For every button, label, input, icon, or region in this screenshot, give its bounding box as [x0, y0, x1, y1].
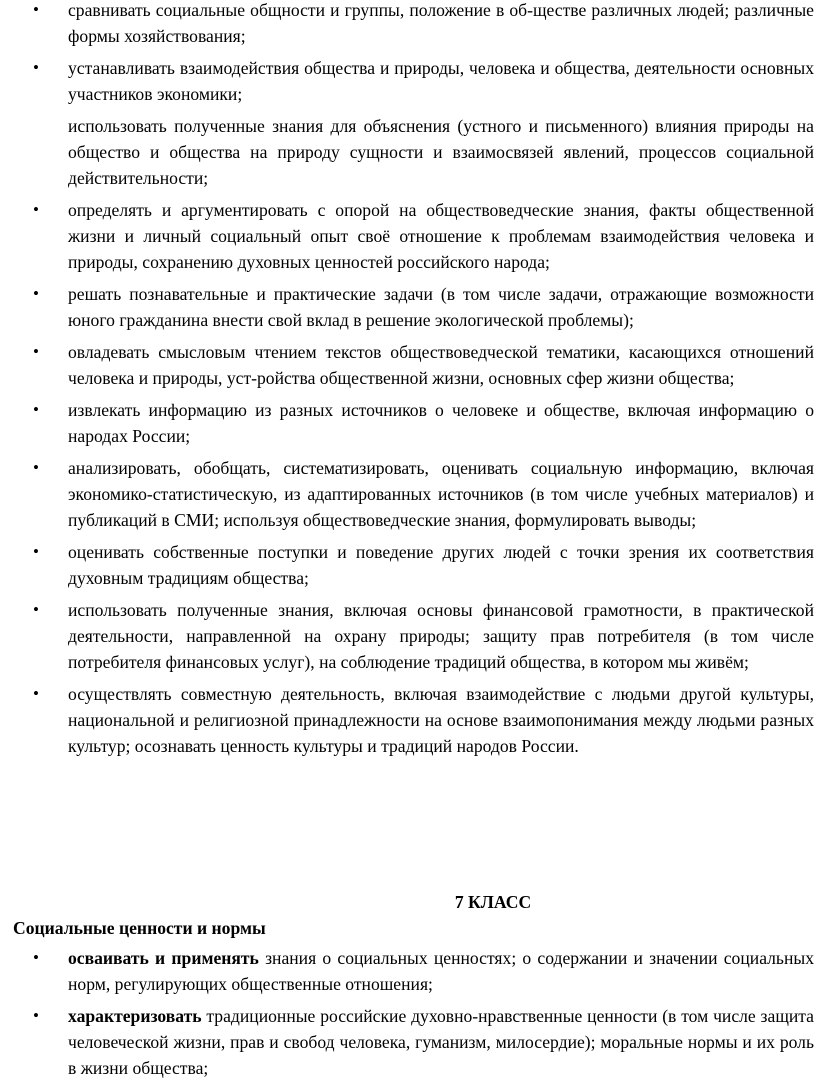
bullet-icon: • [33, 948, 39, 967]
list-item [0, 681, 816, 759]
bullet-icon: • [33, 284, 39, 303]
bullet-icon: • [33, 458, 39, 477]
list-bottom [0, 945, 816, 1081]
list-item-text: традиционные российские духовно-нравственные ценности (в том числе защита человеческой жизни, прав и свобод человека, гуманизм, милосердие); моральные нормы и их роль в жизни общества; [68, 1006, 814, 1078]
list-item-bold-verb: осваивать и применять [68, 948, 259, 968]
bullet-icon: • [33, 200, 39, 219]
list-item-text: устанавливать взаимодействия общества и природы, человека и общества, деятельности основных участников экономики; [68, 58, 814, 104]
list-item [0, 197, 816, 275]
list-item-text: анализировать, обобщать, систематизировать, оценивать социальную информацию, включая экономико-статистическую, из адаптированных источников (в том числе учебных материалов) и публикаций в СМИ; используя обществоведческие знания, формулировать выводы; [68, 458, 814, 530]
indented-paragraph: использовать полученные знания для объяснения (устного и письменного) влияния природы на общество и общества на природу сущности и взаимосвязей явлений, процессов социальной действительности; [68, 116, 814, 188]
bullet-icon: • [33, 0, 39, 19]
list-item [0, 281, 816, 333]
list-item [0, 455, 816, 533]
list-item [0, 0, 816, 49]
list-item-bold-verb: характеризовать [68, 1006, 202, 1026]
list-item-text: сравнивать социальные общности и группы, положение в об-ществе различных людей; различные формы хозяйствования; [68, 0, 814, 46]
list-item-text: осуществлять совместную деятельность, включая взаимодействие с людьми другой культуры, национальной и религиозной принадлежности на основе взаимопонимания между людьми разных культур; осознавать ценность культуры и традиций народов России. [68, 684, 814, 756]
bullet-icon: • [33, 600, 39, 619]
list-item-text: овладевать смысловым чтением текстов обществоведческой тематики, касающихся отношений человека и природы, уст-ройства общественной жизни, основных сфер жизни общества; [68, 342, 814, 388]
list-item [0, 397, 816, 449]
list-item [0, 55, 816, 107]
bullet-icon: • [33, 400, 39, 419]
bullet-icon: • [33, 58, 39, 77]
list-item-text: знания о социальных ценностях; о содержании и значении социальных норм, регулирующих общественные отношения; [68, 948, 814, 994]
list-item [0, 339, 816, 391]
list-item-text: оценивать собственные поступки и поведение других людей с точки зрения их соответствия духовным традициям общества; [68, 542, 814, 588]
list-item [0, 597, 816, 675]
list-item-text: использовать полученные знания, включая основы финансовой грамотности, в практической деятельности, направленной на охрану природы; защиту прав потребителя (в том числе потребителя финансовых услуг), на соблюдение традиций общества, в котором мы живём; [68, 600, 814, 672]
list-item-text: решать познавательные и практические задачи (в том числе задачи, отражающие возможности юного гражданина внести свой вклад в решение экологической проблемы); [68, 284, 814, 330]
list-item-text: определять и аргументировать с опорой на обществоведческие знания, факты общественной жизни и личный социальный опыт своё отношение к проблемам взаимодействия человека и природы, сохранению духовных ценностей российского народа; [68, 200, 814, 272]
bullet-icon: • [33, 1006, 39, 1025]
list-item [0, 539, 816, 591]
section-heading: Социальные ценности и нормы [13, 918, 266, 938]
list-item [0, 945, 816, 997]
bullet-icon: • [33, 684, 39, 703]
class-heading: 7 КЛАСС [454, 892, 532, 912]
list-item-text: извлекать информацию из разных источников о человеке и обществе, включая информацию о народах России; [68, 400, 814, 446]
bullet-icon: • [33, 342, 39, 361]
bullet-icon: • [33, 542, 39, 561]
list-item [0, 1003, 816, 1081]
